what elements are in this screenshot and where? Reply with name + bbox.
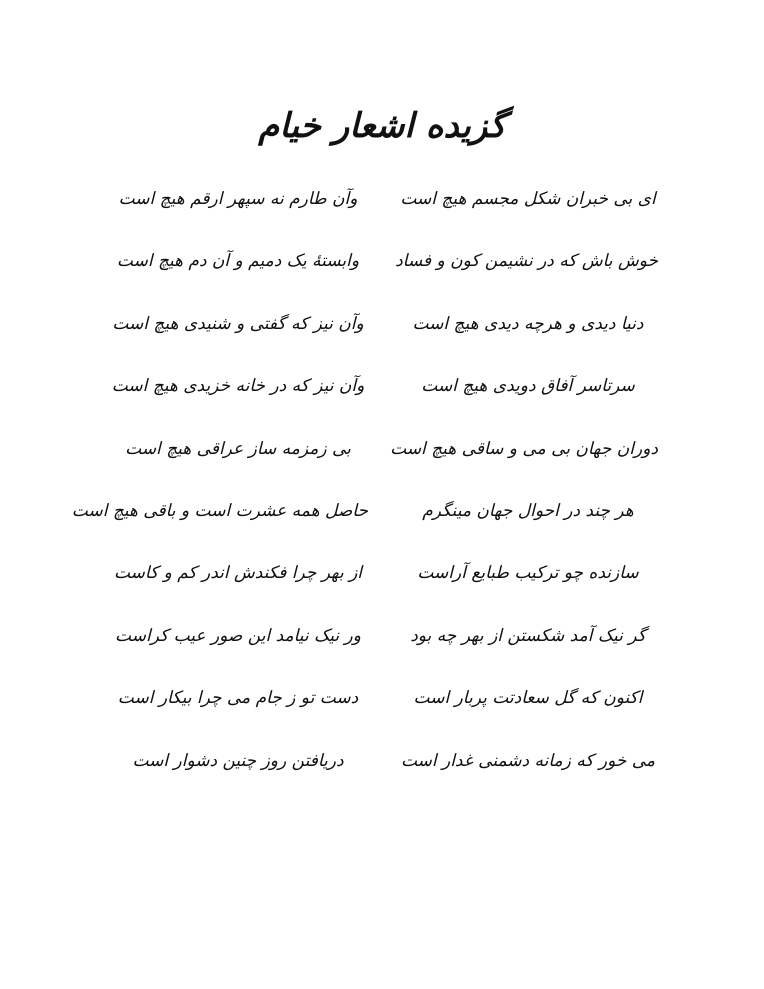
first-hemistich: خوش باش که در نشیمن کون و فساد <box>395 251 658 272</box>
verse-row <box>0 546 764 608</box>
second-hemistich: دست تو ز جام می چرا بیکار است <box>117 688 359 709</box>
first-hemistich: دنیا دیدی و هرچه دیدی هیچ است <box>412 313 644 334</box>
second-hemistich: بی زمزمه ساز عراقی هیچ است <box>125 438 351 459</box>
second-hemistich: وآن نیز که گفتی و شنیدی هیچ است <box>112 313 364 334</box>
verse-row <box>0 671 764 733</box>
second-hemistich: وابستهٔ یک دمیم و آن دم هیچ است <box>116 251 360 272</box>
page-title: گزیده اشعار خیام <box>258 106 506 146</box>
second-hemistich: از بهر چرا فکندش اندر کم و کاست <box>113 563 363 584</box>
verse-row <box>0 234 764 296</box>
first-hemistich: دوران جهان بی می و ساقی هیچ است <box>390 438 658 459</box>
first-hemistich: می خور که زمانه دشمنی غدار است <box>400 750 656 771</box>
first-hemistich: هر چند در احوال جهان مینگرم <box>422 500 634 521</box>
first-hemistich: سرتاسر آفاق دویدی هیچ است <box>421 376 635 397</box>
verse-row <box>0 609 764 671</box>
first-hemistich: گر نیک آمد شکستن از بهر چه بود <box>410 625 646 646</box>
second-hemistich: دریافتن روز چنین دشوار است <box>132 750 344 771</box>
second-hemistich: حاصل همه عشرت است و باقی هیچ است <box>71 500 368 521</box>
verse-row <box>0 734 764 796</box>
verse-row <box>0 297 764 359</box>
verse-row <box>0 484 764 546</box>
first-hemistich: ای بی خبران شکل مجسم هیچ است <box>400 189 656 209</box>
first-hemistich: اکنون که گل سعادتت پربار است <box>413 688 643 709</box>
second-hemistich: وآن نیز که در خانه خزیدی هیچ است <box>111 376 365 397</box>
verse-row <box>0 172 764 234</box>
verse-row <box>0 359 764 421</box>
second-hemistich: ور نیک نیامد این صور عیب کراست <box>115 625 361 646</box>
verse-list <box>0 172 764 796</box>
second-hemistich: وآن طارم نه سپهر ارقم هیچ است <box>118 189 358 209</box>
first-hemistich: سازنده چو ترکیب طبایع آراست <box>417 563 639 584</box>
verse-row <box>0 422 764 484</box>
